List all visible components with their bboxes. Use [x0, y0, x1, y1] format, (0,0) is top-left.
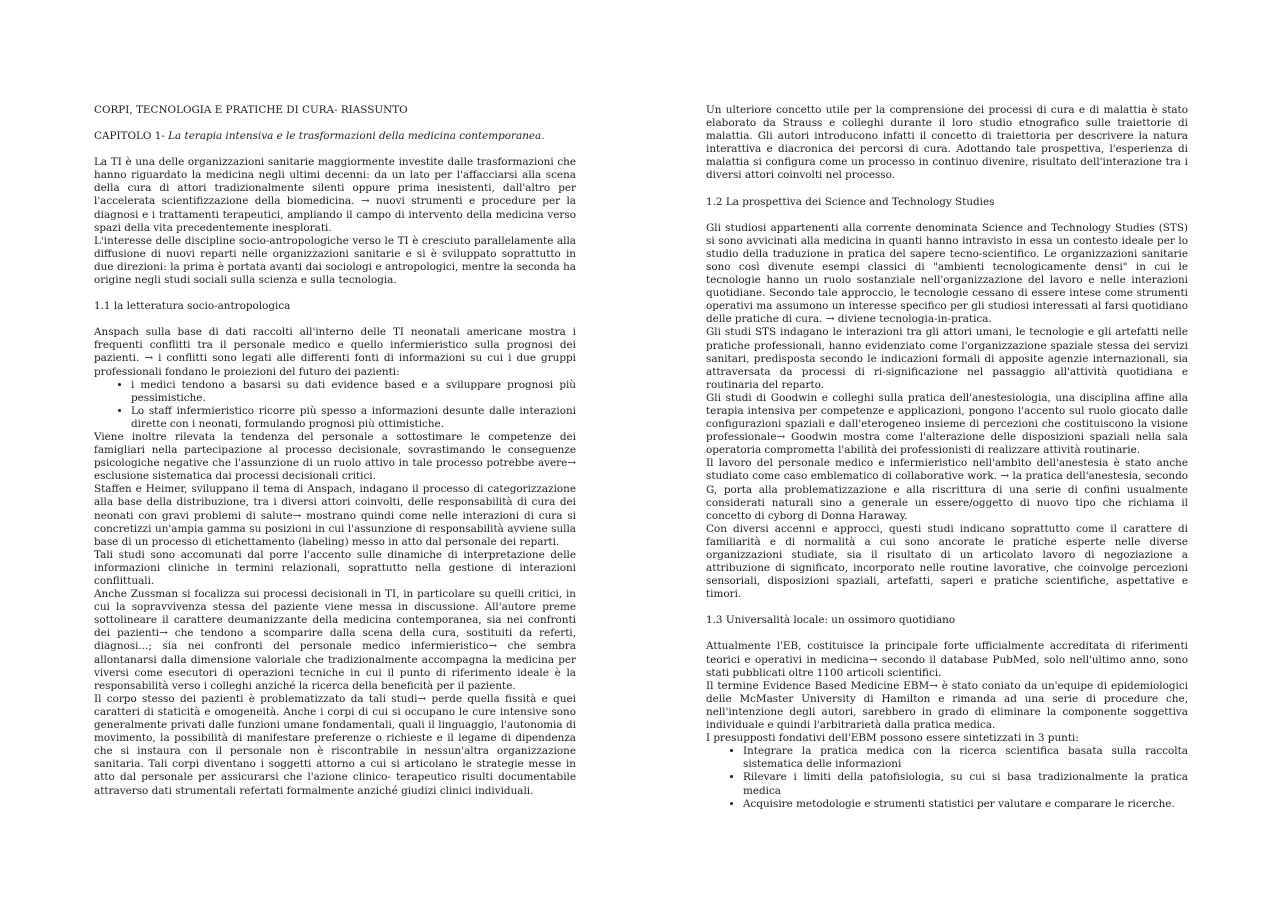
- paragraph: L'interesse delle discipline socio-antropologiche verso le TI è cresciuto parallelamente alla diffusione di nuovi reparti nelle organizzazioni sanitarie e si è sviluppato soprattutto in due direzioni: la prima è portata avanti dai sociologi e antropologici, mentre la seconda ha origine negli studi sociali sulla scienza e sulla tecnologia.: [94, 234, 576, 287]
- paragraph: La TI è una delle organizzazioni sanitarie maggiormente investite dalle trasformazioni che hanno riguardato la medicina negli ultimi decenni: da un lato per l'affacciarsi alla scena della cura di attori tradizionalmente silenti oppure prima inesistenti, dall'altro per l'accelerata scientifizzazione della biomedicina. → nuovi strumenti e procedure per la diagnosi e i trattamenti terapeutici, ampliando il campo di intervento della medicina verso spazi della vita precedentemente inesplorati.: [94, 156, 576, 234]
- paragraph: Anche Zussman si focalizza sui processi decisionali in TI, in particolare su quelli critici, in cui la sopravvivenza stessa del paziente viene messa in discussione. All'autore preme sottolineare il carattere deumanizzante della medicina contemporanea, sia nei confronti dei pazienti→ che tendono a scomparire dalla scena della cura, sostituiti da referti, diagnosi...; sia nei confronti del personale medico infermieristico→ che sembra allontanarsi dalla dimensione valoriale che tradizionalmente accompagna la medicina per viversi come esecutori di operazioni tecniche in cui il punto di riferimento ideale è la responsabilità verso i colleghi anziché la ricerca della beneficità per il paziente.: [94, 588, 576, 692]
- chapter-title: La terapia intensiva e le trasformazioni della medicina contemporanea.: [168, 130, 545, 143]
- section-heading: 1.3 Universalità locale: un ossimoro quotidiano: [706, 614, 956, 627]
- right-page: [706, 104, 1188, 811]
- section-heading: 1.2 La prospettiva dei Science and Technology Studies: [706, 195, 995, 208]
- chapter-heading: [94, 130, 576, 143]
- paragraph: Il lavoro del personale medico e infermieristico nell'ambito dell'anestesia è stato anche studiato come caso emblematico di collaborative work. → la pratica dell'anestesia, secondo G, porta alla problematizzazione e alla riscrittura di una serie di confini usualmente considerati naturali sino a generale un essere/oggetto di nuovo tipo che richiama il concetto di cyborg di Donna Haraway.: [706, 457, 1188, 522]
- paragraph: Il corpo stesso dei pazienti è problematizzato da tali studi→ perde quella fissità e quei caratteri di staticità e omogeneità. Anche i corpi di cui si occupano le cure intensive sono generalmente privati dalle funzioni umane fondamentali, quali il linguaggio, l'autonomia di movimento, la possibilità di manifestare preferenze o richieste e il legame di dipendenza che si instaura con il personale non è riscontrabile in nessun'altra organizzazione sanitaria. Tali corpi diventano i soggetti attorno a cui si articolano le strategie messe in atto dal personale per assicurarsi che l'azione clinico- terapeutico risulti documentabile attraverso dati strumentali refertati formalmente anziché giudizi clinici individuali.: [94, 692, 576, 797]
- list-item: • Acquisire metodologie e strumenti statistici per valutare e comparare le ricerche.: [743, 798, 1188, 811]
- paragraph: Gli studiosi appartenenti alla corrente denominata Science and Technology Studies (STS) si sono avvicinati alla medicina in quanti hanno intravisto in essa un contesto ideale per lo studio della traduzione in pratica del sapere tecno-scientifico. Le organizzazioni sanitarie sono così divenute esempi classici di "ambienti tecnologicamente densi" in cui le tecnologie hanno un ruolo sostanziale nell'organizzazione del lavoro e nelle interazioni quotidiane. Secondo tale approccio, le tecnologie cessano di essere intese come strumenti operativi ma assumono un interesse specifico per gli studiosi interessati al farsi quotidiano delle pratiche di cura. → diviene tecnologia-in-pratica.: [706, 221, 1188, 326]
- paragraph: I presupposti fondativi dell'EBM possono essere sintetizzati in 3 punti:: [706, 732, 1079, 745]
- left-page: [94, 104, 576, 798]
- bullet-list: [94, 379, 576, 431]
- paragraph: Viene inoltre rilevata la tendenza del personale a sottostimare le competenze dei famigliari nella partecipazione al processo decisionale, sovrastimando le conseguenze psicologiche negative che l'assunzione di un ruolo attivo in tale processo potrebbe avere→ esclusione sistematica dai processi decisionali critici.: [94, 430, 576, 483]
- paragraph: Attualmente l'EB, costituisce la principale forte ufficialmente accreditata di riferimenti teorici e operativi in medicina→ secondo il database PubMed, solo nell'ultimo anno, sono stati pubblicati oltre 1100 articoli scientifici.: [706, 640, 1188, 679]
- list-item: • Lo staff infermieristico ricorre più spesso a informazioni desunte dalle interazioni dirette con i neonati, formulando prognosi più ottimistiche.: [131, 405, 576, 431]
- paragraph: Tali studi sono accomunati dal porre l'accento sulle dinamiche di interpretazione delle informazioni cliniche in termini relazionali, soprattutto nella gestione di interazioni conflittuali.: [94, 548, 576, 587]
- paragraph: Staffen e Heimer, sviluppano il tema di Anspach, indagano il processo di categorizzazione alla base della distribuzione, tra i diversi attori coinvolti, delle responsabilità di cura dei neonati con gravi problemi di salute→ mostrano quindi come nelle interazioni di cura si concretizzi un'ampia gamma su posizioni in cui l'assunzione di responsabilità avviene sulla base di un processo di etichettamento (labeling) messo in atto dal personale dei reparti.: [94, 483, 576, 548]
- paragraph: Anspach sulla base di dati raccolti all'interno delle TI neonatali americane mostra i frequenti conflitti tra il personale medico e quello infermieristico sulla prognosi dei pazienti. → i conflitti sono legati alle differenti fonti di informazioni su cui i due gruppi professionali fondano le proiezioni del futuro dei pazienti:: [94, 326, 576, 378]
- document-title: CORPI, TECNOLOGIA E PRATICHE DI CURA- RIASSUNTO: [94, 104, 408, 116]
- bullet-list: [706, 745, 1188, 810]
- section-heading: 1.1 la letteratura socio-antropologica: [94, 300, 291, 313]
- chapter-label: CAPITOLO 1-: [94, 130, 165, 143]
- list-item: • Integrare la pratica medica con la ricerca scientifica basata sulla raccolta sistematica delle informazioni: [743, 745, 1188, 771]
- paragraph: Gli studi di Goodwin e colleghi sulla pratica dell'anestesiologia, una disciplina affine alla terapia intensiva per competenze e applicazioni, pongono l'accento sul ruolo giocato dalle configurazioni spaziali e dall'eterogeneo insieme di percezioni che costituiscono la visione professionale→ Goodwin mostra come l'alterazione delle disposizioni spaziali nella sala operatoria comprometta l'abilità dei professionisti di realizzare attività routinarie.: [706, 391, 1188, 457]
- paragraph: Con diversi accenni e approcci, questi studi indicano soprattutto come il carattere di familiarità e di normalità a cui sono ancorate le pratiche esperte nelle diverse organizzazioni studiate, sia il risultato di un articolato lavoro di negoziazione a attribuzione di significato, incorporato nelle routine lavorative, che coinvolge percezioni sensoriali, disposizioni spaziali, artefatti, saperi e pratiche scientifiche, aspettative e timori.: [706, 522, 1188, 601]
- list-item: • i medici tendono a basarsi su dati evidence based e a sviluppare prognosi più pessimistiche.: [131, 379, 576, 405]
- paragraph: Gli studi STS indagano le interazioni tra gli attori umani, le tecnologie e gli artefatti nelle pratiche professionali, hanno evidenziato come l'organizzazione spaziale stessa dei servizi sanitari, predisposta secondo le indicazioni formali di apposite agenzie internazionali, sia attraversata da processi di ri-significazione nel passaggio all'attività quotidiana e routinaria del reparto.: [706, 326, 1188, 391]
- paragraph: Un ulteriore concetto utile per la comprensione dei processi di cura e di malattia è stato elaborato da Strauss e colleghi durante il loro studio etnografico sulle traiettorie di malattia. Gli autori introducono infatti il concetto di traiettoria per descrivere la natura interattiva e diacronica dei percorsi di cura. Adottando tale prospettiva, l'esperienza di malattia si configura come un processo in continuo divenire, risultato dell'interazione tra i diversi attori coinvolti nel processo.: [706, 104, 1188, 182]
- list-item: • Rilevare i limiti della patofisiologia, su cui si basa tradizionalmente la pratica medica: [743, 771, 1188, 797]
- paragraph: Il termine Evidence Based Medicine EBM→ è stato coniato da un'equipe di epidemiologici delle McMaster University di Hamilton e rimanda ad una serie di procedure che, nell'intenzione degli autori, sarebbero in grado di eliminare la componente soggettiva individuale e quindi l'arbitrarietà dalla pratica medica.: [706, 679, 1188, 732]
